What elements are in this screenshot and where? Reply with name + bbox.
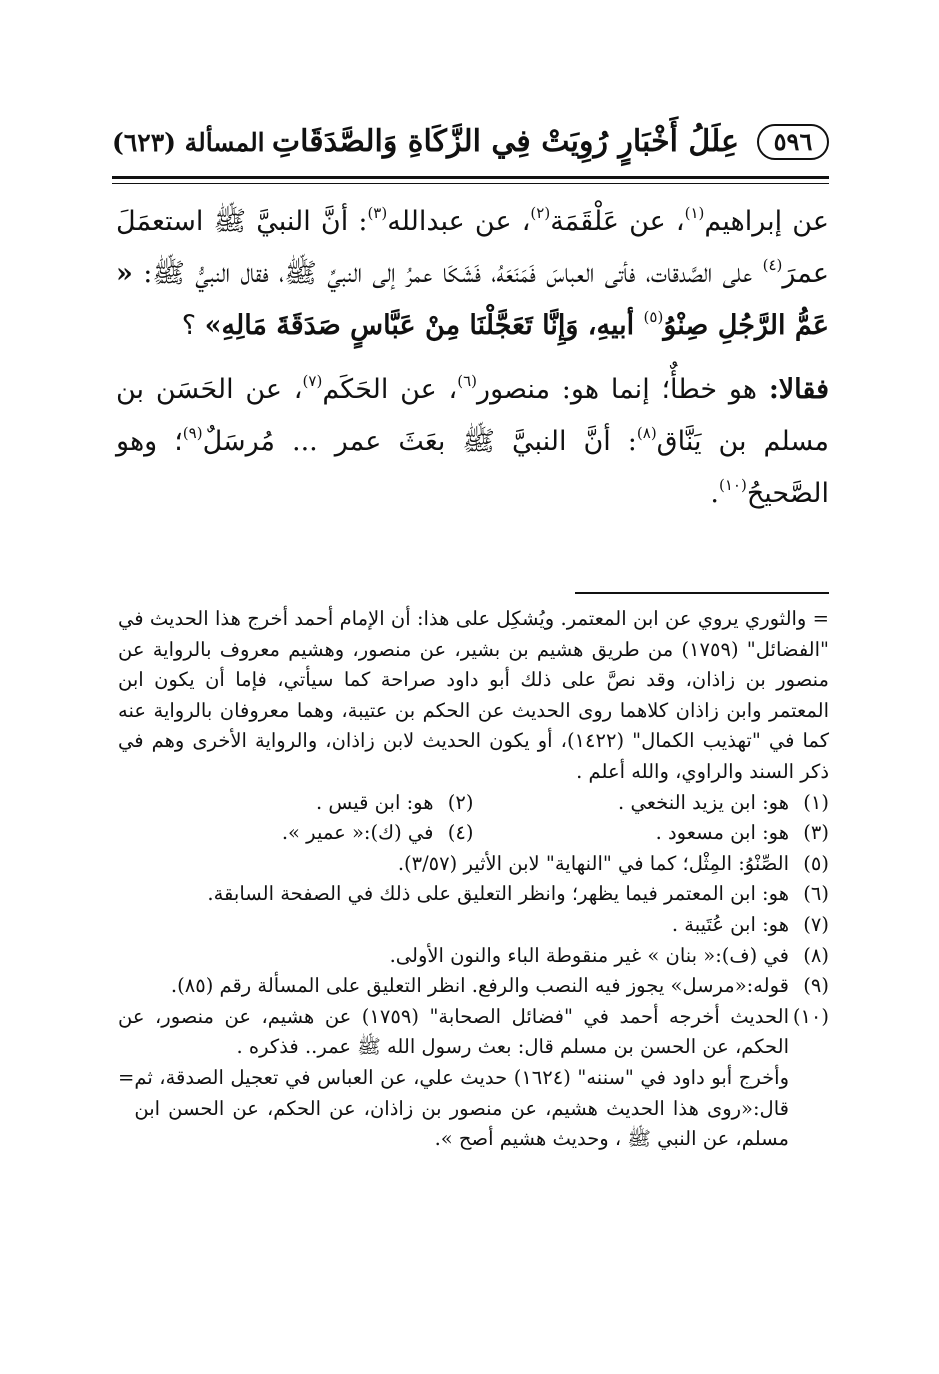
page-number: ٥٩٦ [757, 124, 829, 160]
footnote-text: هو: ابن قيس . [316, 790, 434, 814]
footnote-10-continuation [118, 1063, 829, 1155]
footnote-number: (٧) [803, 912, 829, 936]
footnote-3 [474, 818, 830, 849]
footnote-number: (٦) [803, 882, 829, 906]
footnote-separator [575, 592, 829, 594]
footnote-ref: (١٠) [719, 476, 747, 494]
footnote-2 [118, 788, 474, 819]
issue-number: المسألة (٦٢٣) [112, 128, 265, 157]
footnote-ref: (٤) [762, 256, 783, 274]
running-header [112, 122, 829, 166]
footnote-4 [118, 818, 474, 849]
footnote-text: الصِّنْوُ: المِثْل؛ كما في "النهاية" لابن الأثير (٣/٥٧). [397, 851, 789, 875]
text-run: ، عن عَلْقَمَة [550, 206, 685, 237]
footnote-number: (٥) [803, 851, 829, 875]
header-rule-thin [112, 183, 829, 184]
footnote-ref: (٨) [636, 424, 657, 442]
text-run: . [710, 478, 719, 509]
answer-lead: فقالا: [768, 374, 829, 405]
text-run: : أنَّ النبيَّ ﷺ استعمَلَ عمرَ [116, 206, 829, 289]
footnote-10 [118, 1002, 829, 1063]
footnote-5 [118, 849, 829, 880]
footnote-number: (٨) [803, 943, 829, 967]
text-run: عن إبراهيم [704, 206, 829, 237]
text-run: ؛ وهو الصَّحيحُ [116, 426, 829, 509]
footnote-text: هو: ابن المعتمر فيما يظهر؛ وانظر التعليق على ذلك في الصفحة السابقة. [207, 882, 789, 906]
footnote-7 [118, 910, 829, 941]
footnote-ref: (٥) [643, 308, 664, 326]
text-run: هو خطأٌ؛ إنما هو: منصور [477, 374, 769, 405]
main-text [116, 196, 829, 520]
hadith-text: « عَمُّ الرَّجُلِ صِنْوُ [116, 258, 829, 341]
footnote-ref: (٧) [302, 372, 323, 390]
footnote-row [118, 818, 829, 849]
footnote-ref: (٢) [530, 204, 551, 222]
footnote-number: (٣) [803, 821, 829, 845]
text-run: : أنَّ النبيَّ ﷺ بعَثَ عمر ... مُرسَلٌ [202, 426, 637, 457]
text-run: على الصَّدقات، فأتى العباسَ فَمَنَعَهُ، فَشَكَا عمرُ إلى النبيِّ ﷺ، فقال النبيُّ ﷺ: [132, 258, 763, 289]
footnote-continuation: = والثوري يروي عن ابن المعتمر. ويُشكِل على هذا: أن الإمام أحمد أخرج هذا الحديث في "الفضائل" (١٧٥٩) من طريق هشيم بن بشير، عن منصور، وهشيم معروف بالرواية عن منصور بن زاذان، وقد نصَّ على ذلك أبو داود صراحة كما سيأتي، فإما أن يكون ابن المعتمر وابن زاذان كلاهما روى الحديث عن الحكم بن عتيبة، وهما معروفان بالرواية عنه كما في "تهذيب الكمال" (١٤٢٢)، أو يكون الحديث لابن زاذان، والرواية الأخرى وهم في ذكر السند والراوي، والله أعلم . [118, 607, 830, 783]
continues-mark: = [118, 1065, 135, 1089]
header-rule-thick [112, 176, 829, 179]
footnote-text: في (ف):« بنان » غير منقوطة الباء والنون الأولى. [389, 943, 789, 967]
footnote-number: (٩) [803, 974, 829, 998]
footnote-number: (٢) [447, 790, 474, 814]
footnote-text: في (ك):« عمير ». [281, 821, 434, 845]
footnote-text: قوله:«مرسل» يجوز فيه النصب والرفع. انظر التعليق على المسألة رقم (٨٥). [170, 974, 789, 998]
footnote-text: هو: ابن يزيد النخعي . [618, 790, 789, 814]
footnote-number: (١٠) [792, 1004, 829, 1028]
footnote-1 [474, 788, 830, 819]
footnote-text: الحديث أخرجه أحمد في "فضائل الصحابة" (١٧٥٩) عن هشيم، عن منصور، عن الحكم، عن الحسن بن مسلم قال: بعث رسول الله ﷺ عمر.. فذكره . [118, 1004, 789, 1059]
footnote-ref: (٦) [457, 372, 478, 390]
footnote-9 [118, 971, 829, 1002]
footnote-number: (٤) [447, 821, 474, 845]
footnote-text: هو: ابن عُتَيبة . [671, 912, 789, 936]
footnote-number: (١) [803, 790, 829, 814]
paragraph-answer [116, 364, 829, 520]
text-run: ، عن عبدالله [387, 206, 531, 237]
footnotes [118, 604, 829, 1155]
footnote-text: هو: ابن مسعود . [655, 821, 789, 845]
text-run: ؟ [181, 310, 205, 341]
footnote-ref: (١) [684, 204, 705, 222]
footnote-row [118, 788, 829, 819]
footnote-ref: (٣) [367, 204, 388, 222]
footnote-text: وأخرج أبو داود في "سننه" (١٦٢٤) حديث علي، عن العباس في تعجيل الصدقة، ثم قال:«روى هذا الحديث هشيم، عن منصور بن زاذان، عن الحكم، عن الحسن ابن مسلم، عن النبي ﷺ ، وحديث هشيم أصح ». [134, 1065, 790, 1151]
paragraph-question [116, 196, 829, 352]
hadith-text: أبيهِ، وَإِنَّا تَعَجَّلْنَا مِنْ عَبَّاسٍ صَدَقَةَ مَالِهِ» [204, 310, 644, 341]
text-run: ، عن الحَكَم [322, 374, 458, 405]
footnote-8 [118, 941, 829, 972]
footnote-6 [118, 879, 829, 910]
footnote-ref: (٩) [182, 424, 203, 442]
book-title: عِلَلُ أَخْبَارٍ رُوِيَتْ فِي الزَّكَاةِ وَالصَّدَقَاتِ [271, 124, 739, 159]
text-run: ، عن الحَسَن بن مسلم بن يَنَّاق [116, 374, 830, 457]
